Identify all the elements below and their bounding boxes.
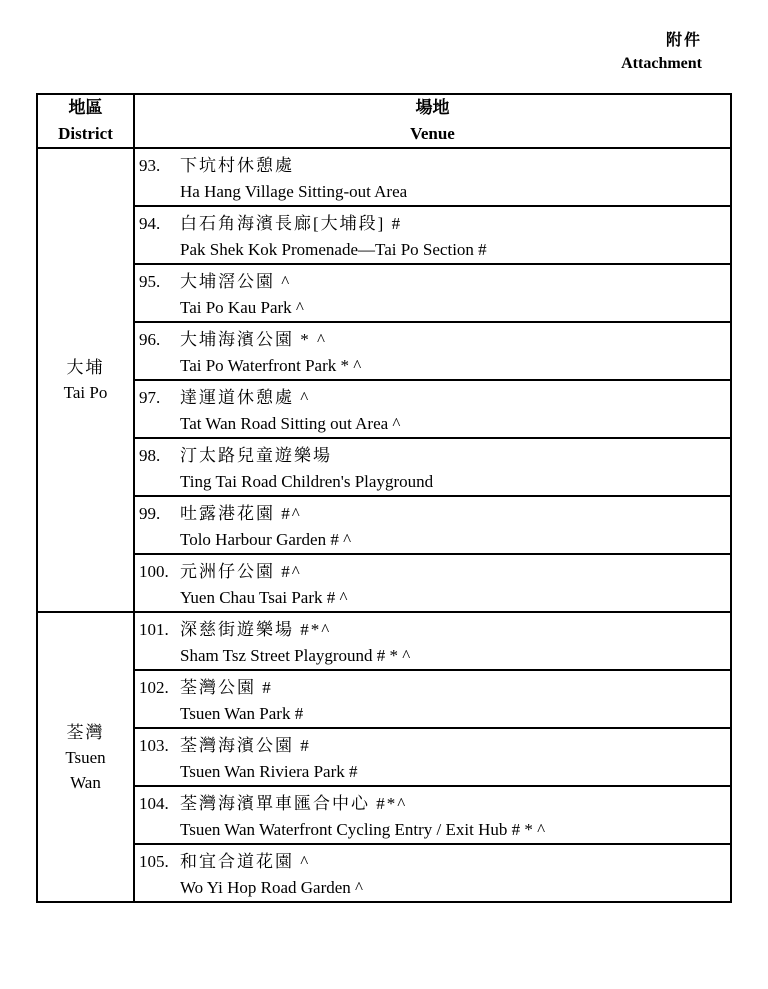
venue-number: 98. [139, 446, 161, 465]
venue-number: 96. [139, 330, 161, 349]
venue-name [180, 501, 726, 553]
venue-name-en: Tai Po Waterfront Park * ^ [180, 356, 362, 375]
venue-table [36, 93, 732, 903]
venue-entry [139, 849, 726, 901]
venue-entry [139, 791, 726, 843]
venue-entry [139, 617, 726, 669]
venue-name-zh: 大埔海濱公園 * ^ [180, 330, 327, 349]
attachment-heading [621, 29, 702, 75]
venue-cell [134, 728, 731, 786]
venue-number: 103. [139, 736, 169, 755]
venue-number: 102. [139, 678, 169, 697]
venue-name [180, 849, 726, 901]
venue-name-en: Tat Wan Road Sitting out Area ^ [180, 414, 401, 433]
venue-row [37, 322, 731, 380]
venue-cell [134, 496, 731, 554]
venue-cell [134, 844, 731, 902]
venue-name-en: Tolo Harbour Garden # ^ [180, 530, 352, 549]
venue-name [180, 385, 726, 437]
venue-name [180, 559, 726, 611]
attachment-label-zh: 附件 [665, 32, 702, 49]
venue-name-en: Tsuen Wan Waterfront Cycling Entry / Exit Hub # * ^ [180, 820, 546, 839]
venue-header-en: Venue [410, 124, 455, 143]
venue-name-zh: 荃灣海濱公園 # [180, 736, 311, 755]
venue-name [180, 675, 726, 727]
venue-number: 93. [139, 156, 161, 175]
venue-entry [139, 385, 726, 437]
venue-name [180, 617, 726, 669]
venue-name-zh: 白石角海濱長廊[大埔段] # [180, 214, 403, 233]
venue-name-en: Sham Tsz Street Playground # * ^ [180, 646, 411, 665]
venue-name [180, 153, 726, 205]
venue-row [37, 264, 731, 322]
venue-name [180, 791, 726, 843]
venue-name-zh: 和宜合道花園 ^ [180, 852, 311, 871]
venue-cell [134, 612, 731, 670]
venue-name-zh: 吐露港花園 #^ [180, 504, 302, 523]
district-column-header [37, 94, 134, 148]
district-name-en: Tsuen Wan [65, 747, 106, 792]
venue-header-zh: 場地 [415, 98, 450, 117]
venue-table-header [37, 94, 731, 148]
venue-number: 94. [139, 214, 161, 233]
venue-row [37, 844, 731, 902]
venue-cell [134, 206, 731, 264]
venue-entry [139, 733, 726, 785]
venue-row [37, 206, 731, 264]
venue-number: 100. [139, 562, 169, 581]
venue-row [37, 148, 731, 206]
venue-cell [134, 264, 731, 322]
venue-cell [134, 786, 731, 844]
venue-row [37, 612, 731, 670]
venue-name-zh: 汀太路兒童遊樂場 [180, 446, 332, 465]
venue-name-en: Tsuen Wan Riviera Park # [180, 762, 358, 781]
venue-name [180, 327, 726, 379]
venue-name-en: Tai Po Kau Park ^ [180, 298, 304, 317]
venue-name-zh: 荃灣公園 # [180, 678, 273, 697]
venue-name [180, 269, 726, 321]
venue-cell [134, 438, 731, 496]
venue-row [37, 496, 731, 554]
venue-name-en: Yuen Chau Tsai Park # ^ [180, 588, 348, 607]
venue-name [180, 443, 726, 495]
venue-table-body [37, 148, 731, 902]
venue-number: 104. [139, 794, 169, 813]
venue-name-en: Tsuen Wan Park # [180, 704, 304, 723]
district-header-zh: 地區 [68, 98, 103, 117]
district-cell [37, 612, 134, 902]
header-row [37, 94, 731, 148]
venue-name-en: Wo Yi Hop Road Garden ^ [180, 878, 364, 897]
venue-cell [134, 148, 731, 206]
venue-entry [139, 327, 726, 379]
venue-name-zh: 達運道休憩處 ^ [180, 388, 311, 407]
venue-cell [134, 554, 731, 612]
venue-row [37, 670, 731, 728]
venue-cell [134, 670, 731, 728]
venue-name-en: Ha Hang Village Sitting-out Area [180, 182, 408, 201]
district-cell [37, 148, 134, 612]
venue-name [180, 211, 726, 263]
district-header-en: District [58, 124, 113, 143]
venue-row [37, 554, 731, 612]
venue-number: 99. [139, 504, 161, 523]
venue-entry [139, 675, 726, 727]
venue-row [37, 728, 731, 786]
venue-column-header [134, 94, 731, 148]
venue-name-en: Pak Shek Kok Promenade—Tai Po Section # [180, 240, 487, 259]
venue-name-zh: 下坑村休憩處 [180, 156, 294, 175]
venue-name-zh: 深慈街遊樂場 #*^ [180, 620, 332, 639]
venue-name-en: Ting Tai Road Children's Playground [180, 472, 434, 491]
venue-number: 97. [139, 388, 161, 407]
venue-entry [139, 443, 726, 495]
venue-entry [139, 559, 726, 611]
venue-name-zh: 大埔滘公園 ^ [180, 272, 292, 291]
district-name-zh: 大埔 [66, 358, 105, 377]
venue-name [180, 733, 726, 785]
venue-number: 95. [139, 272, 161, 291]
venue-number: 105. [139, 852, 169, 871]
venue-entry [139, 269, 726, 321]
venue-row [37, 438, 731, 496]
venue-cell [134, 380, 731, 438]
venue-cell [134, 322, 731, 380]
venue-number: 101. [139, 620, 169, 639]
district-name-en: Tai Po [63, 383, 108, 402]
venue-name-zh: 荃灣海濱單車匯合中心 #*^ [180, 794, 408, 813]
venue-entry [139, 501, 726, 553]
venue-name-zh: 元洲仔公園 #^ [180, 562, 302, 581]
venue-row [37, 380, 731, 438]
district-name-zh: 荃灣 [66, 722, 105, 742]
venue-entry [139, 211, 726, 263]
attachment-label-en: Attachment [621, 55, 702, 72]
venue-entry [139, 153, 726, 205]
venue-row [37, 786, 731, 844]
